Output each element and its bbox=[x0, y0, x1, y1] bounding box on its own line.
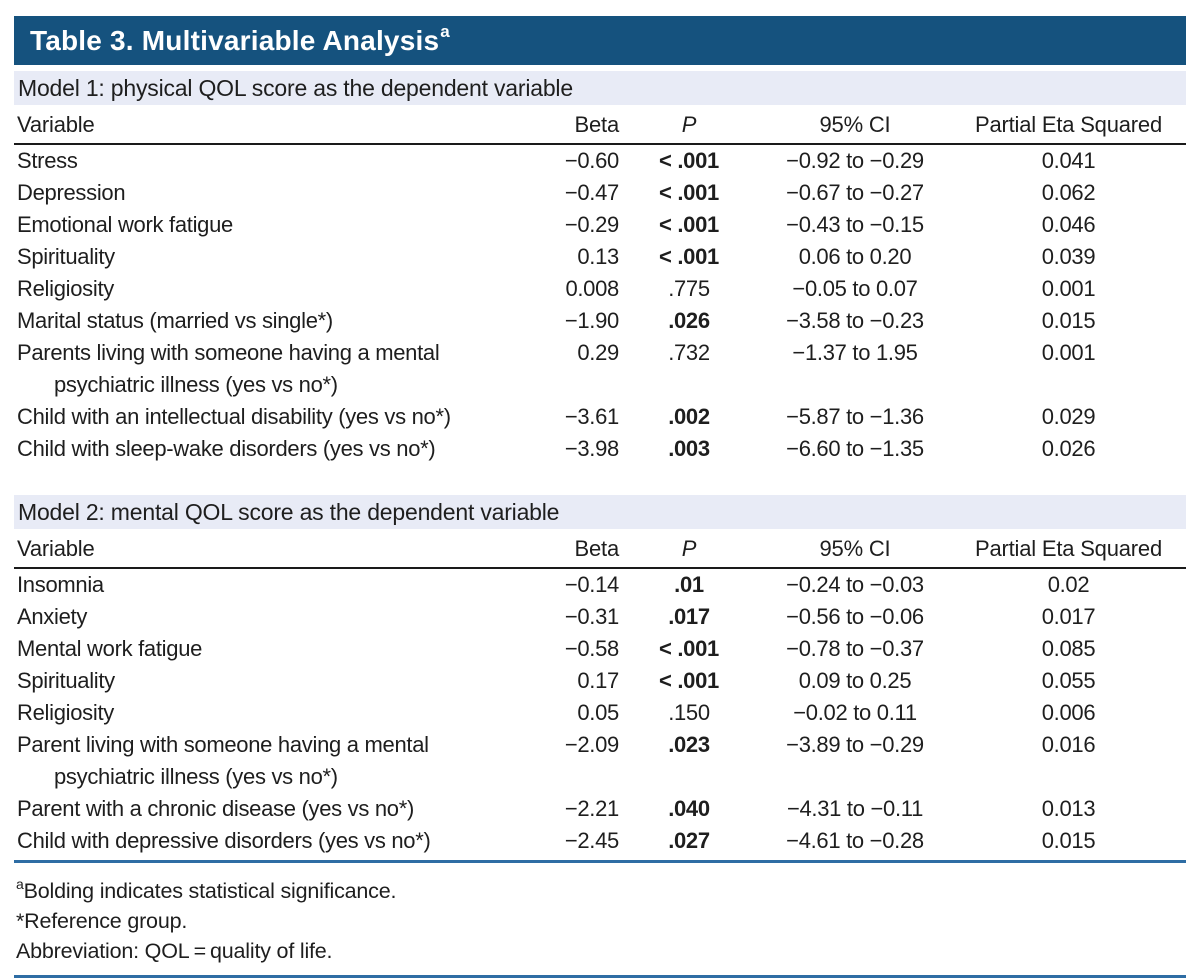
cell-p: .023 bbox=[668, 732, 710, 757]
cell-variable-line1: Religiosity bbox=[17, 700, 114, 725]
cell-variable bbox=[14, 697, 529, 729]
cell-eta: 0.013 bbox=[1041, 796, 1096, 821]
footnote-text: Bolding indicates statistical significance. bbox=[23, 879, 397, 904]
cell-variable bbox=[14, 145, 529, 177]
cell-variable-line2: psychiatric illness (yes vs no*) bbox=[54, 372, 338, 397]
table-row bbox=[14, 305, 1186, 337]
cell-variable bbox=[14, 433, 529, 465]
table-row bbox=[14, 209, 1186, 241]
cell-variable-line1: Child with depressive disorders (yes vs no*) bbox=[17, 828, 431, 853]
table-row bbox=[14, 433, 1186, 465]
cell-eta: 0.001 bbox=[1041, 276, 1096, 301]
cell-ci: −4.61 to −0.28 bbox=[786, 828, 924, 853]
cell-variable bbox=[14, 273, 529, 305]
cell-variable bbox=[14, 601, 529, 633]
table-row bbox=[14, 793, 1186, 825]
table-bottom-rule bbox=[14, 975, 1186, 978]
models-container bbox=[14, 71, 1186, 857]
cell-variable bbox=[14, 241, 529, 273]
cell-eta: 0.016 bbox=[1041, 732, 1096, 757]
cell-ci: −0.24 to −0.03 bbox=[786, 572, 924, 597]
table-row bbox=[14, 337, 1186, 401]
cell-variable-line1: Parent with a chronic disease (yes vs no*) bbox=[17, 796, 415, 821]
cell-ci: −0.02 to 0.11 bbox=[793, 700, 917, 725]
cell-eta: 0.062 bbox=[1041, 180, 1096, 205]
cell-ci: −0.67 to −0.27 bbox=[786, 180, 924, 205]
cell-variable-line1: Spirituality bbox=[17, 244, 115, 269]
cell-ci: −0.78 to −0.37 bbox=[786, 636, 924, 661]
cell-variable-line1: Spirituality bbox=[17, 668, 115, 693]
cell-beta: 0.17 bbox=[577, 668, 619, 693]
cell-ci: −0.05 to 0.07 bbox=[792, 276, 918, 301]
cell-p: < .001 bbox=[659, 148, 719, 173]
cell-ci: −3.58 to −0.23 bbox=[786, 308, 924, 333]
column-header-row bbox=[14, 529, 1186, 569]
column-header-eta: Partial Eta Squared bbox=[975, 536, 1162, 561]
cell-variable-line1: Marital status (married vs single*) bbox=[17, 308, 333, 333]
cell-ci: −5.87 to −1.36 bbox=[786, 404, 924, 429]
table-title-banner bbox=[14, 16, 1186, 65]
table-row bbox=[14, 177, 1186, 209]
cell-beta: −0.14 bbox=[564, 572, 619, 597]
cell-eta: 0.041 bbox=[1041, 148, 1096, 173]
cell-ci: −0.92 to −0.29 bbox=[786, 148, 924, 173]
cell-variable-line1: Emotional work fatigue bbox=[17, 212, 233, 237]
column-header-beta: Beta bbox=[574, 536, 619, 561]
column-header-p: P bbox=[681, 112, 697, 137]
cell-p: .027 bbox=[668, 828, 710, 853]
cell-variable-line1: Child with an intellectual disability (yes vs no*) bbox=[17, 404, 451, 429]
footnote-marker: a bbox=[16, 876, 24, 892]
cell-eta: 0.015 bbox=[1041, 308, 1096, 333]
table-row bbox=[14, 697, 1186, 729]
column-header-variable: Variable bbox=[17, 112, 95, 137]
model-heading: Model 2: mental QOL score as the dependent variable bbox=[18, 499, 560, 525]
model-heading-band bbox=[14, 71, 1186, 105]
table-row bbox=[14, 569, 1186, 601]
cell-p: .002 bbox=[668, 404, 710, 429]
cell-variable bbox=[14, 569, 529, 601]
table-row bbox=[14, 401, 1186, 433]
footnote-marker: * bbox=[16, 909, 25, 934]
cell-variable-line1: Parent living with someone having a mental bbox=[17, 732, 429, 757]
cell-p: < .001 bbox=[659, 180, 719, 205]
cell-beta: 0.008 bbox=[565, 276, 619, 301]
cell-eta: 0.085 bbox=[1041, 636, 1096, 661]
cell-beta: −3.61 bbox=[564, 404, 619, 429]
cell-beta: −1.90 bbox=[564, 308, 619, 333]
cell-variable bbox=[14, 305, 529, 337]
cell-p: < .001 bbox=[659, 212, 719, 237]
table-row bbox=[14, 665, 1186, 697]
column-header-p: P bbox=[681, 536, 697, 561]
model-rows bbox=[14, 145, 1186, 465]
cell-ci: −0.43 to −0.15 bbox=[786, 212, 924, 237]
cell-p: .040 bbox=[668, 796, 710, 821]
cell-beta: −0.31 bbox=[564, 604, 619, 629]
cell-ci: −0.56 to −0.06 bbox=[786, 604, 924, 629]
cell-variable bbox=[14, 665, 529, 697]
footnote-text: Abbreviation: QOL = quality of life. bbox=[16, 939, 333, 964]
cell-ci: −3.89 to −0.29 bbox=[786, 732, 924, 757]
cell-variable bbox=[14, 177, 529, 209]
cell-p: < .001 bbox=[659, 636, 719, 661]
footnote-text: Reference group. bbox=[24, 909, 188, 934]
cell-variable-line1: Child with sleep-wake disorders (yes vs no*) bbox=[17, 436, 436, 461]
cell-variable bbox=[14, 793, 529, 825]
cell-beta: −0.47 bbox=[564, 180, 619, 205]
cell-variable bbox=[14, 209, 529, 241]
cell-eta: 0.006 bbox=[1041, 700, 1096, 725]
cell-variable-line1: Depression bbox=[17, 180, 126, 205]
cell-variable-line1: Stress bbox=[17, 148, 78, 173]
cell-eta: 0.015 bbox=[1041, 828, 1096, 853]
cell-variable bbox=[14, 825, 529, 857]
footnote bbox=[16, 870, 1186, 906]
cell-eta: 0.039 bbox=[1041, 244, 1096, 269]
table-title: Table 3. Multivariable Analysis bbox=[30, 24, 440, 56]
cell-ci: −6.60 to −1.35 bbox=[786, 436, 924, 461]
column-header-ci: 95% CI bbox=[819, 112, 891, 137]
model-heading: Model 1: physical QOL score as the dependent variable bbox=[18, 75, 573, 101]
cell-variable-line1: Anxiety bbox=[17, 604, 88, 629]
cell-variable bbox=[14, 729, 529, 793]
cell-beta: −2.09 bbox=[564, 732, 619, 757]
cell-p: .150 bbox=[668, 700, 710, 725]
cell-p: .775 bbox=[668, 276, 710, 301]
cell-beta: −2.45 bbox=[564, 828, 619, 853]
table-row bbox=[14, 241, 1186, 273]
cell-ci: −1.37 to 1.95 bbox=[792, 340, 918, 365]
footnotes bbox=[14, 863, 1186, 975]
cell-eta: 0.026 bbox=[1041, 436, 1096, 461]
cell-variable-line2: psychiatric illness (yes vs no*) bbox=[54, 764, 338, 789]
cell-eta: 0.017 bbox=[1041, 604, 1096, 629]
cell-p: .01 bbox=[674, 572, 704, 597]
model-rows bbox=[14, 569, 1186, 857]
cell-variable bbox=[14, 633, 529, 665]
footnote bbox=[16, 906, 1186, 936]
cell-eta: 0.02 bbox=[1047, 572, 1090, 597]
cell-variable-line1: Religiosity bbox=[17, 276, 114, 301]
cell-beta: −0.60 bbox=[564, 148, 619, 173]
cell-p: < .001 bbox=[659, 668, 719, 693]
cell-ci: 0.06 to 0.20 bbox=[798, 244, 912, 269]
table-row bbox=[14, 633, 1186, 665]
model-section bbox=[14, 495, 1186, 857]
table-row bbox=[14, 729, 1186, 793]
table-row bbox=[14, 273, 1186, 305]
cell-eta: 0.001 bbox=[1041, 340, 1096, 365]
cell-p: .026 bbox=[668, 308, 710, 333]
column-header-row bbox=[14, 105, 1186, 145]
table-title-superscript: a bbox=[440, 21, 450, 41]
cell-p: .017 bbox=[668, 604, 710, 629]
cell-beta: 0.13 bbox=[577, 244, 619, 269]
column-header-beta: Beta bbox=[574, 112, 619, 137]
cell-eta: 0.055 bbox=[1041, 668, 1096, 693]
table-row bbox=[14, 145, 1186, 177]
model-section bbox=[14, 71, 1186, 465]
cell-ci: 0.09 to 0.25 bbox=[798, 668, 912, 693]
cell-beta: −3.98 bbox=[564, 436, 619, 461]
cell-p: .003 bbox=[668, 436, 710, 461]
cell-variable-line1: Parents living with someone having a mental bbox=[17, 340, 440, 365]
cell-variable bbox=[14, 337, 529, 401]
cell-p: .732 bbox=[668, 340, 710, 365]
cell-beta: −0.58 bbox=[564, 636, 619, 661]
table-row bbox=[14, 825, 1186, 857]
cell-beta: −0.29 bbox=[564, 212, 619, 237]
cell-p: < .001 bbox=[659, 244, 719, 269]
cell-variable-line1: Insomnia bbox=[17, 572, 104, 597]
footnote bbox=[16, 936, 1186, 966]
table-row bbox=[14, 601, 1186, 633]
column-header-ci: 95% CI bbox=[819, 536, 891, 561]
cell-beta: 0.05 bbox=[577, 700, 619, 725]
cell-beta: 0.29 bbox=[577, 340, 619, 365]
column-header-eta: Partial Eta Squared bbox=[975, 112, 1162, 137]
cell-variable-line1: Mental work fatigue bbox=[17, 636, 203, 661]
cell-variable bbox=[14, 401, 529, 433]
cell-beta: −2.21 bbox=[564, 796, 619, 821]
cell-eta: 0.046 bbox=[1041, 212, 1096, 237]
cell-eta: 0.029 bbox=[1041, 404, 1096, 429]
column-header-variable: Variable bbox=[17, 536, 95, 561]
cell-ci: −4.31 to −0.11 bbox=[786, 796, 924, 821]
model-heading-band bbox=[14, 495, 1186, 529]
